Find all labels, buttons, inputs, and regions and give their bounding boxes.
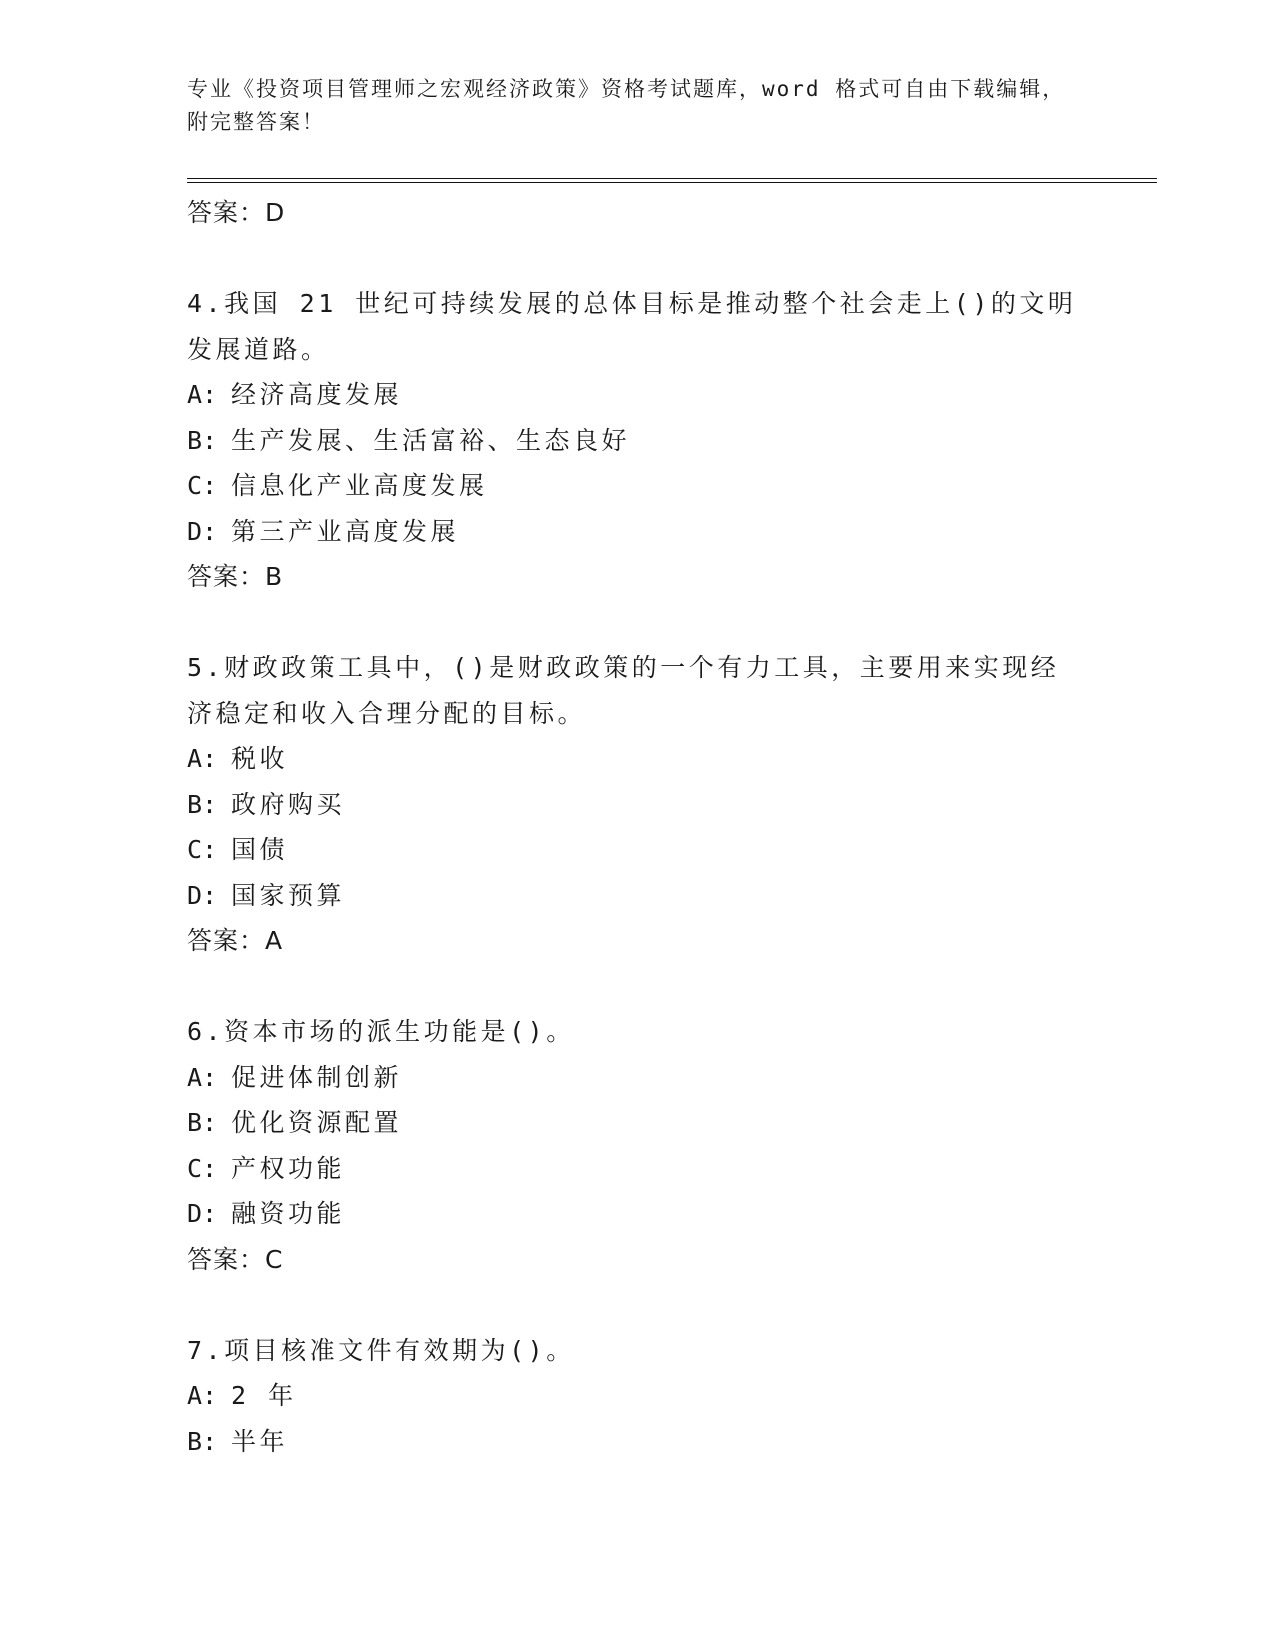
option-item	[187, 463, 1087, 509]
option-item	[187, 1373, 1087, 1419]
question-stem: 4.我国 21 世纪可持续发展的总体目标是推动整个社会走上()的文明发展道路。	[187, 289, 1077, 364]
option-letter: A:	[187, 380, 218, 409]
option-text: 生产发展、生活富裕、生态良好	[231, 425, 631, 455]
option-item	[187, 509, 1087, 555]
header-divider-line-second	[187, 182, 1157, 183]
option-letter: B:	[187, 1426, 218, 1456]
option-text: 产权功能	[231, 1153, 346, 1183]
option-letter: C:	[187, 471, 218, 500]
option-letter: A:	[187, 1062, 218, 1092]
option-text: 政府购买	[231, 789, 346, 819]
question-stem: 5.财政政策工具中，()是财政政策的一个有力工具，主要用来实现经济稳定和收入合理分配的目标。	[187, 653, 1060, 728]
question-stem: 7.项目核准文件有效期为()。	[187, 1335, 575, 1365]
question-item	[187, 1328, 1087, 1465]
option-text: 促进体制创新	[231, 1062, 403, 1092]
option-text: 融资功能	[231, 1199, 346, 1228]
option-text: 半年	[231, 1426, 289, 1456]
question-item	[187, 281, 1087, 600]
option-item	[187, 372, 1087, 418]
option-text: 优化资源配置	[231, 1108, 403, 1137]
answer-label: 答案：B	[187, 562, 284, 591]
option-item	[187, 1100, 1087, 1146]
option-text: 国债	[231, 835, 289, 864]
option-letter: A:	[187, 1381, 218, 1410]
option-letter: B:	[187, 1108, 218, 1137]
option-text: 第三产业高度发展	[231, 516, 460, 546]
option-item	[187, 418, 1087, 464]
header-divider-line	[187, 178, 1157, 179]
option-letter: D:	[187, 516, 218, 546]
option-letter: C:	[187, 1153, 218, 1183]
option-letter: D:	[187, 1199, 218, 1228]
question-list	[187, 190, 1087, 1464]
page-header: 专业《投资项目管理师之宏观经济政策》资格考试题库，word 格式可自由下载编辑，附完整答案！	[187, 77, 1066, 134]
option-letter: D:	[187, 880, 218, 910]
answer-label: 答案：D	[187, 198, 286, 227]
option-text: 国家预算	[231, 880, 346, 910]
option-text: 信息化产业高度发展	[231, 471, 488, 500]
question-item	[187, 1009, 1087, 1283]
option-letter: A:	[187, 744, 218, 773]
option-item	[187, 873, 1087, 919]
option-item	[187, 736, 1087, 782]
option-item	[187, 827, 1087, 873]
option-text: 2 年	[231, 1381, 297, 1410]
option-letter: B:	[187, 789, 218, 819]
answer-label: 答案：A	[187, 926, 284, 955]
option-letter: C:	[187, 835, 218, 864]
question-item	[187, 645, 1087, 964]
question-stem: 6.资本市场的派生功能是()。	[187, 1017, 575, 1046]
option-item	[187, 1419, 1087, 1465]
option-text: 税收	[231, 744, 289, 773]
option-item	[187, 782, 1087, 828]
option-item	[187, 1191, 1087, 1237]
answer-label: 答案：C	[187, 1244, 284, 1274]
option-item	[187, 1055, 1087, 1101]
option-text: 经济高度发展	[231, 380, 403, 409]
option-letter: B:	[187, 425, 218, 455]
option-item	[187, 1146, 1087, 1192]
